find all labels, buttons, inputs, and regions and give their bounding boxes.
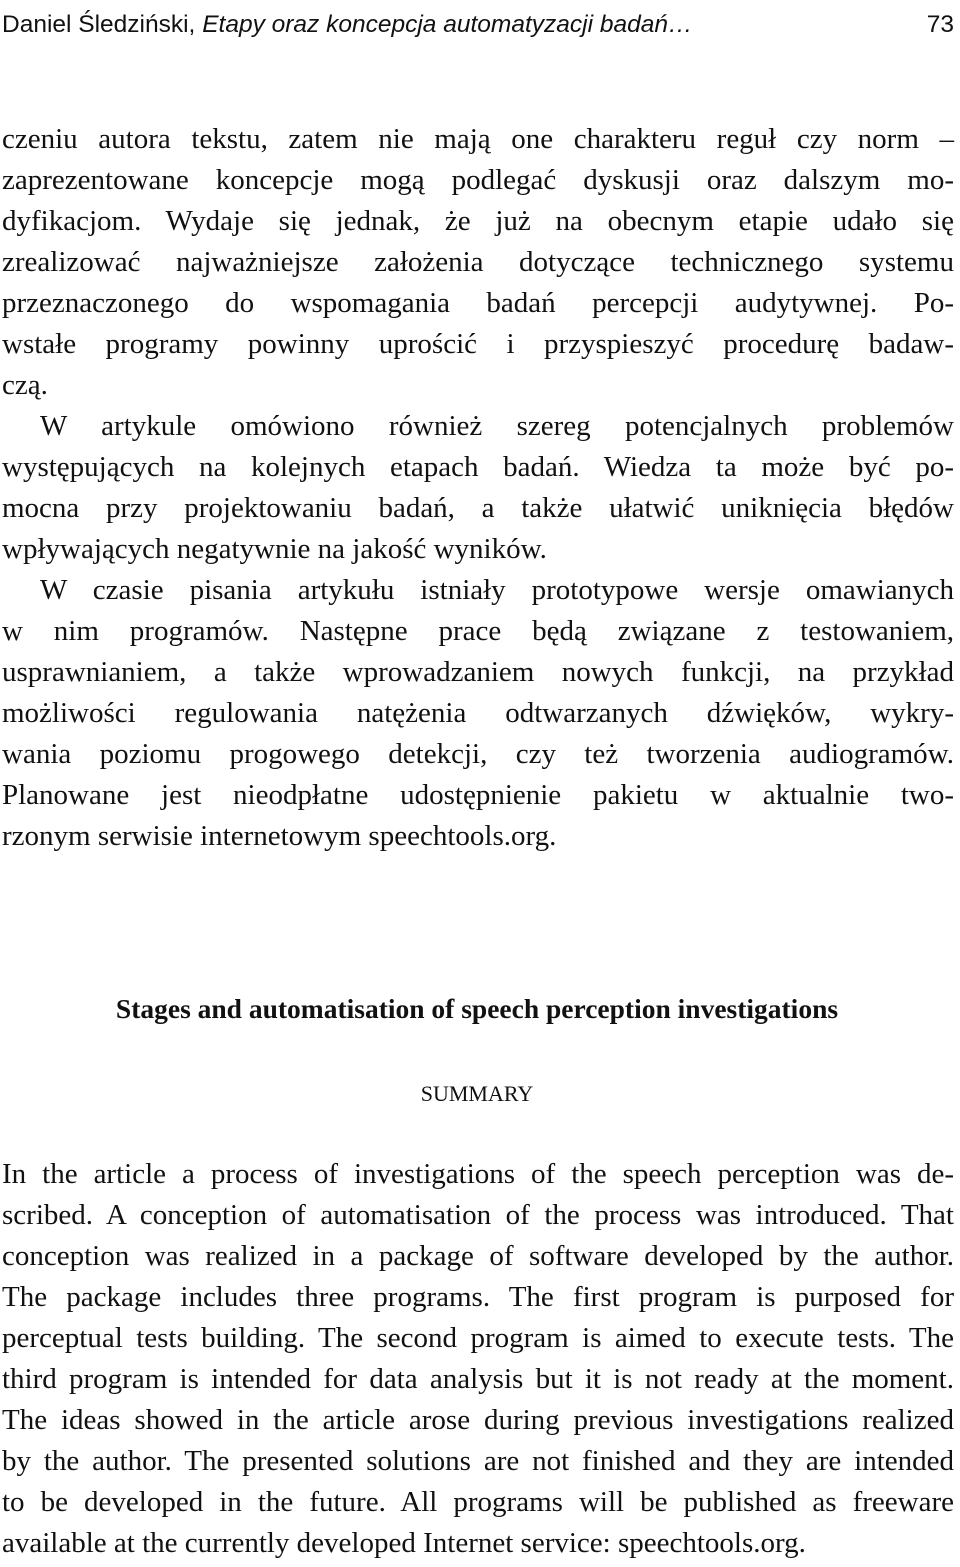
polish-line: usprawnianiem, a także wprowadzaniem nowych funkcji, na przykład — [2, 656, 954, 688]
page-number: 73 — [926, 11, 954, 38]
polish-line: zrealizować najważniejsze założenia dotyczące technicznego systemu — [2, 246, 954, 278]
summary-line: available at the currently developed Internet service: speechtools.org. — [2, 1527, 806, 1559]
polish-line: zaprezentowane koncepcje mogą podlegać dyskusji oraz dalszym mo- — [2, 164, 954, 196]
polish-line: mocna przy projektowaniu badań, a także ułatwić uniknięcia błędów — [2, 492, 954, 524]
summary-line: to be developed in the future. All programs will be published as freeware — [2, 1486, 954, 1518]
summary-line: scribed. A conception of automatisation of the process was introduced. That — [2, 1199, 954, 1231]
polish-line: czą. — [2, 369, 48, 401]
polish-line: dyfikacjom. Wydaje się jednak, że już na obecnym etapie udało się — [2, 205, 954, 237]
polish-line: wania poziomu progowego detekcji, czy też tworzenia audiogramów. — [2, 738, 954, 770]
running-head-title: Etapy oraz koncepcja automatyzacji badań… — [202, 11, 693, 38]
polish-line: Planowane jest nieodpłatne udostępnienie pakietu w aktualnie two- — [2, 779, 954, 811]
polish-line: przeznaczonego do wspomagania badań percepcji audytywnej. Po- — [2, 287, 954, 319]
summary-line: conception was realized in a package of software developed by the author. — [2, 1240, 954, 1272]
polish-line: możliwości regulowania natężenia odtwarzanych dźwięków, wykry- — [2, 697, 954, 729]
polish-line: w nim programów. Następne prace będą związane z testowaniem, — [2, 615, 954, 647]
polish-line: W artykule omówiono również szereg potencjalnych problemów — [40, 410, 954, 442]
summary-line: third program is intended for data analysis but it is not ready at the moment. — [2, 1363, 954, 1395]
polish-line: czeniu autora tekstu, zatem nie mają one charakteru reguł czy norm – — [2, 123, 954, 155]
english-title: Stages and automatisation of speech perception investigations — [115, 993, 839, 1024]
polish-line: W czasie pisania artykułu istniały prototypowe wersje omawianych — [40, 574, 954, 606]
summary-line: perceptual tests building. The second program is aimed to execute tests. The — [2, 1322, 954, 1354]
summary-label: SUMMARY — [420, 1081, 534, 1106]
polish-line: wstałe programy powinny uprościć i przyspieszyć procedurę badaw- — [2, 328, 954, 360]
summary-line: The ideas showed in the article arose during previous investigations realized — [2, 1404, 954, 1436]
summary-line: by the author. The presented solutions are not finished and they are intended — [2, 1445, 954, 1477]
summary-line: The package includes three programs. The first program is purposed for — [2, 1281, 954, 1313]
polish-line: wpływających negatywnie na jakość wyników. — [2, 533, 547, 565]
polish-line: występujących na kolejnych etapach badań. Wiedza ta może być po- — [2, 451, 954, 483]
polish-line: rzonym serwisie internetowym speechtools.org. — [2, 820, 557, 852]
summary-line: In the article a process of investigations of the speech perception was de- — [2, 1158, 954, 1190]
running-head-author: Daniel Śledziński, — [2, 11, 203, 38]
running-head — [2, 5, 954, 45]
